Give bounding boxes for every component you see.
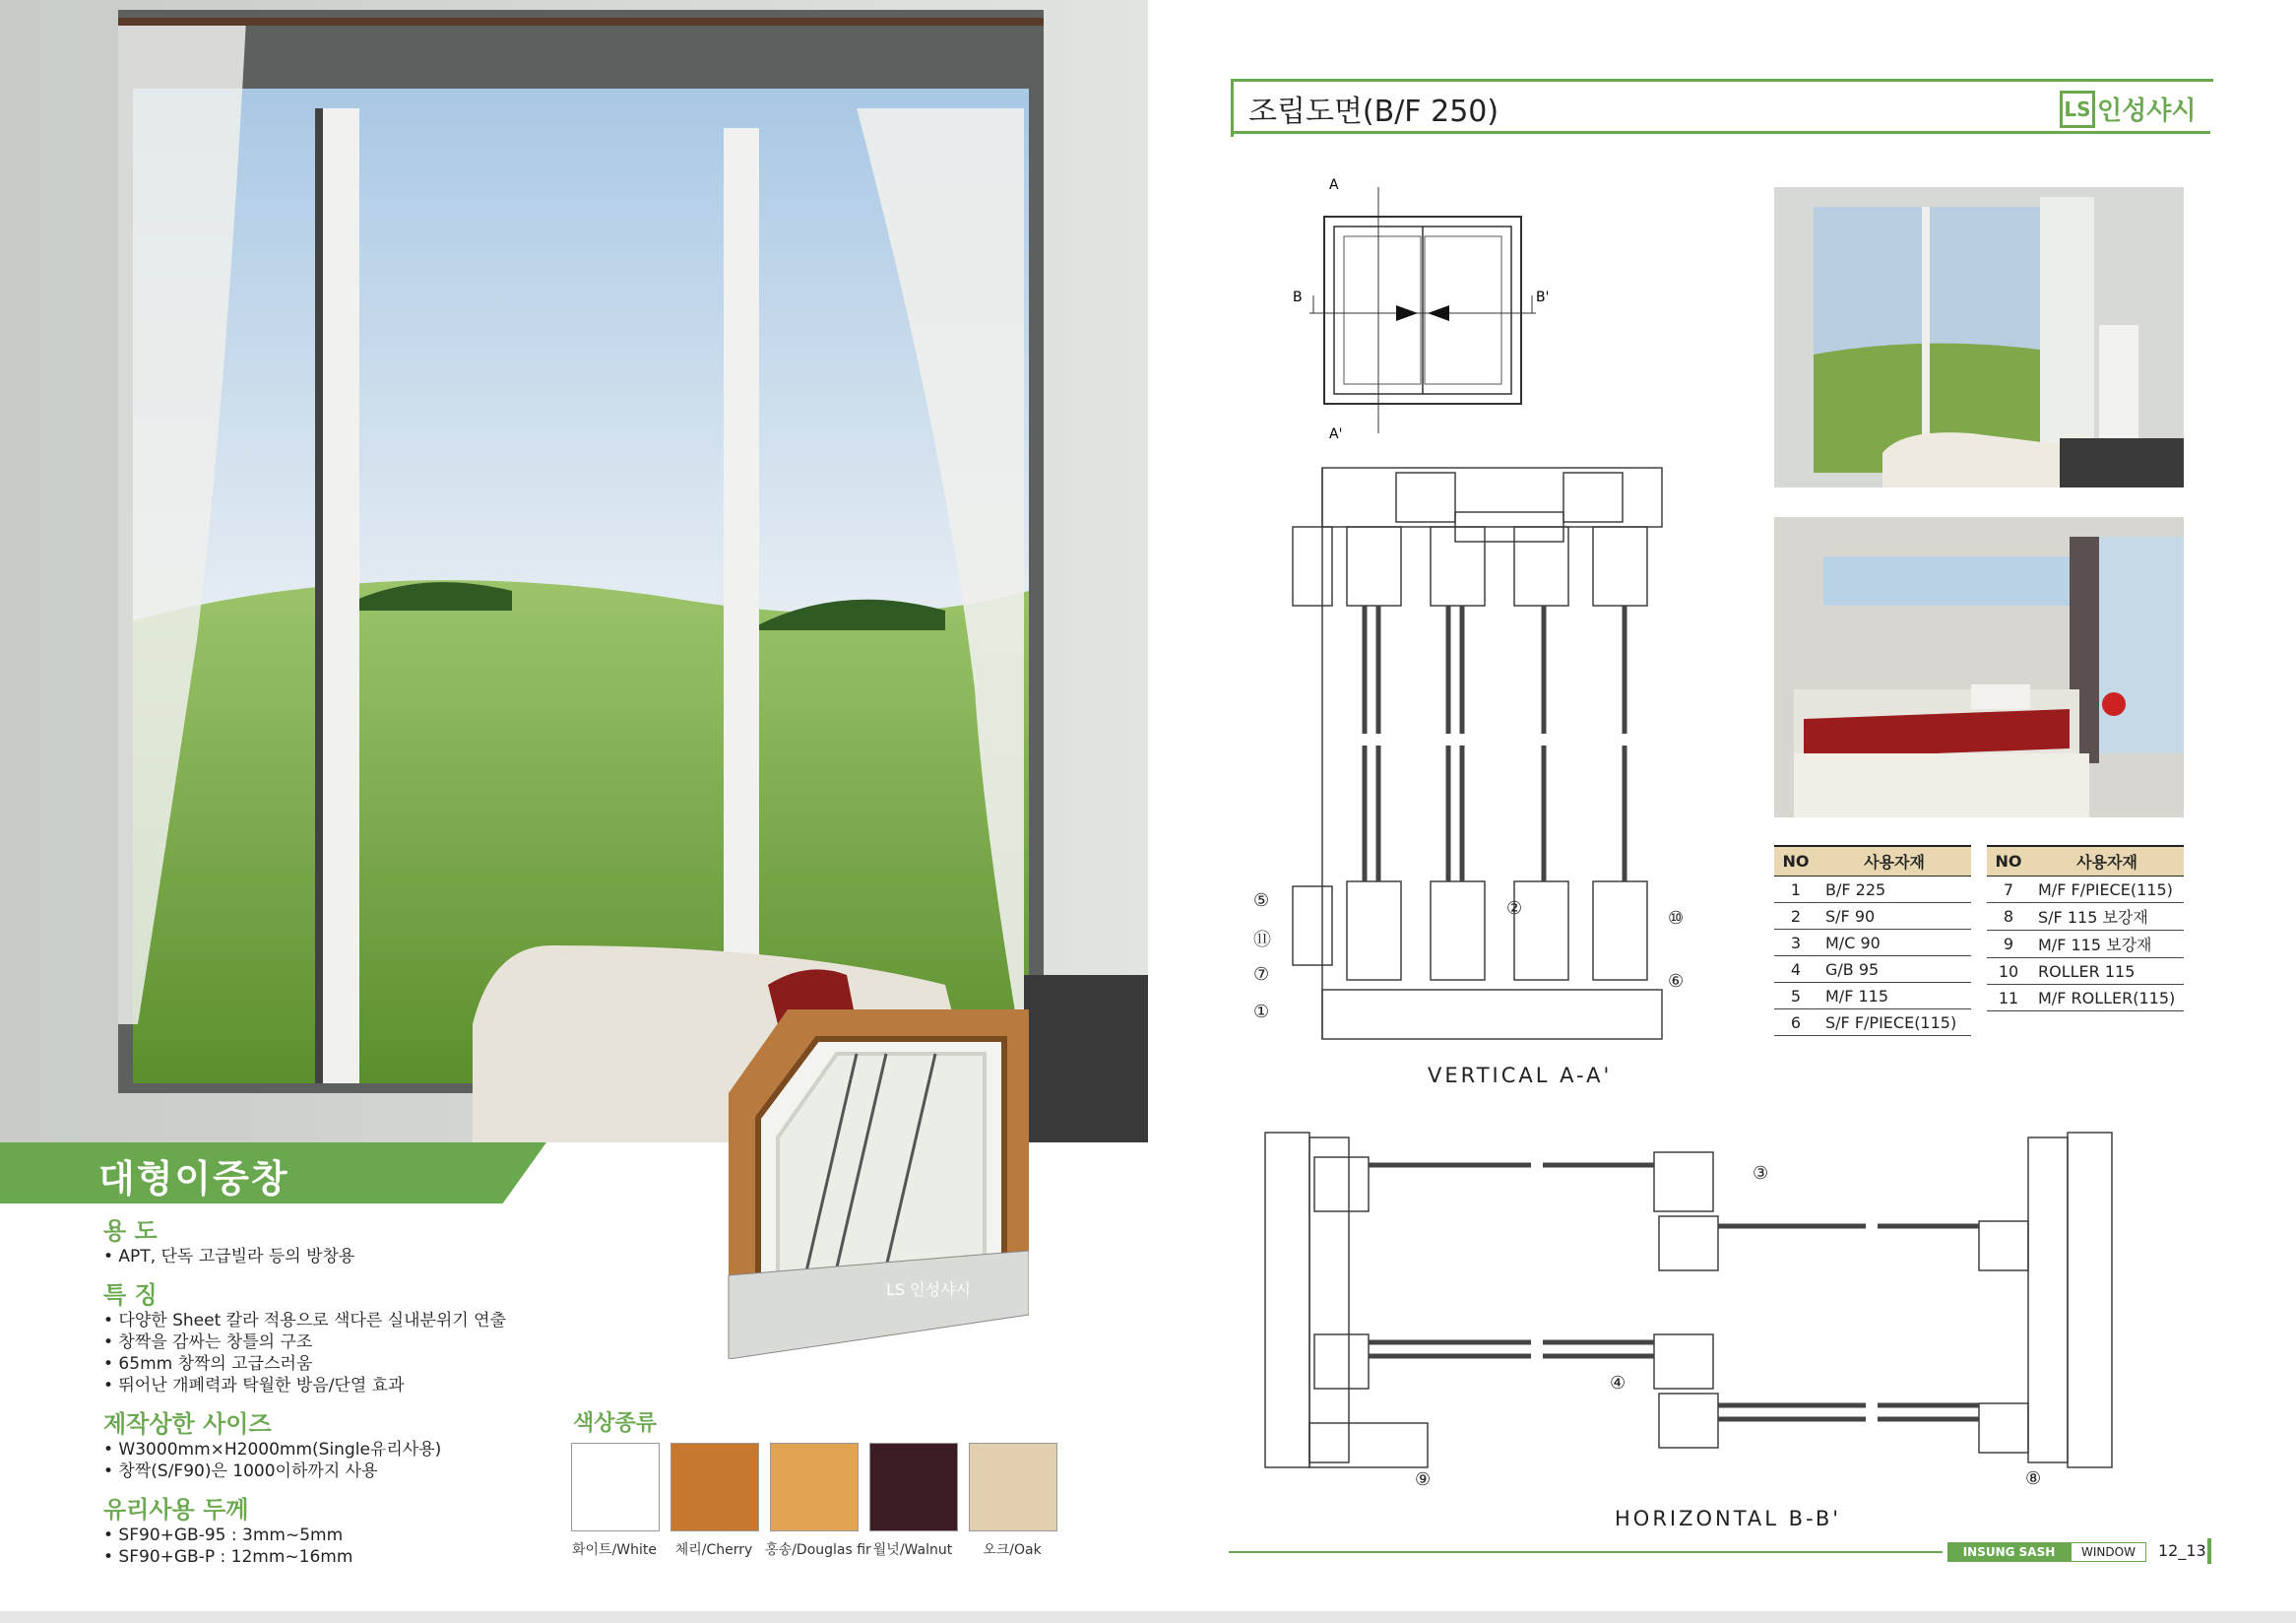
- table-header-no: NO: [1987, 846, 2030, 876]
- callout-5: ⑤: [1253, 890, 1270, 911]
- brand-logo-icon: LS: [2060, 91, 2095, 128]
- callout-7: ⑦: [1253, 964, 1270, 985]
- table-row: 10 ROLLER 115: [1987, 958, 2184, 985]
- living-room-photo: [1774, 187, 2184, 487]
- footer-brand: INSUNG SASH: [1947, 1542, 2071, 1562]
- key-plan-diagram: [1290, 177, 1556, 443]
- parts-table-left: [1774, 845, 1971, 1036]
- swatch-white: [571, 1443, 664, 1559]
- product-spec-list: [103, 1211, 596, 1568]
- label-a-prime: A': [1329, 426, 1343, 442]
- vertical-section-drawing: [1248, 458, 1800, 1049]
- swatch-label: 화이트/White: [572, 1542, 657, 1558]
- brand-name: 인성샤시: [2097, 97, 2197, 126]
- callout-6: ⑥: [1668, 971, 1685, 992]
- footer-accent-bar: [2207, 1538, 2211, 1564]
- parts-table-right: [1987, 845, 2184, 1011]
- horizontal-section-drawing: [1260, 1128, 2161, 1497]
- hero-photo: [0, 0, 1148, 1142]
- section-heading-use: 용 도: [103, 1217, 158, 1245]
- table-row: 11 M/F ROLLER(115): [1987, 985, 2184, 1011]
- table-row: 7 M/F F/PIECE(115): [1987, 876, 2184, 903]
- swatch-cherry: [670, 1443, 763, 1559]
- window-profile-sample: [689, 1000, 1029, 1359]
- horizontal-caption: HORIZONTAL B-B': [1615, 1507, 1842, 1530]
- table-row: 5 M/F 115: [1774, 983, 1971, 1009]
- table-row: 3 M/C 90: [1774, 930, 1971, 956]
- spec-item: • 다양한 Sheet 칼라 적용으로 색다른 실내분위기 연출: [103, 1311, 507, 1331]
- swatch-label: 월넛/Walnut: [872, 1542, 953, 1558]
- callout-1: ①: [1253, 1002, 1270, 1022]
- spec-item: • 뛰어난 개폐력과 탁월한 방음/단열 효과: [103, 1376, 405, 1396]
- table-row: 6 S/F F/PIECE(115): [1774, 1009, 1971, 1036]
- callout-9: ⑨: [1415, 1469, 1432, 1490]
- page-title: 조립도면(B/F 250): [1248, 95, 1499, 129]
- swatch-douglas-fir: [765, 1443, 872, 1559]
- table-row: 4 G/B 95: [1774, 956, 1971, 983]
- footer-window-label: WINDOW: [2071, 1542, 2146, 1562]
- label-a: A: [1329, 177, 1339, 193]
- bedroom-photo: [1774, 517, 2184, 817]
- footer-rule: [1229, 1551, 1943, 1553]
- section-heading-glass-thickness: 유리사용 두께: [103, 1496, 249, 1524]
- callout-8: ⑧: [2025, 1468, 2042, 1489]
- vertical-caption: VERTICAL A-A': [1428, 1064, 1613, 1087]
- section-heading-features: 특 징: [103, 1281, 158, 1309]
- table-row: 8 S/F 115 보강재: [1987, 903, 2184, 931]
- sample-logo: LS 인성샤시: [886, 1280, 971, 1299]
- spec-item: • SF90+GB-P : 12mm~16mm: [103, 1547, 353, 1567]
- table-row: 2 S/F 90: [1774, 903, 1971, 930]
- label-b: B: [1293, 290, 1303, 305]
- table-header-no: NO: [1774, 846, 1818, 876]
- spec-item: • W3000mm×H2000mm(Single유리사용): [103, 1440, 442, 1460]
- table-header-material: 사용자재: [2030, 846, 2184, 876]
- spec-item: • SF90+GB-95 : 3mm~5mm: [103, 1526, 344, 1545]
- swatch-oak: [969, 1443, 1061, 1559]
- swatch-walnut: [869, 1443, 962, 1559]
- color-swatches: [571, 1443, 1083, 1571]
- product-title: 대형이중창: [98, 1157, 289, 1201]
- callout-4: ④: [1610, 1373, 1626, 1394]
- callout-3: ③: [1753, 1163, 1769, 1184]
- swatch-label: 체리/Cherry: [674, 1542, 753, 1558]
- swatch-label: 오크/Oak: [983, 1542, 1042, 1558]
- spec-item: • 65mm 창짝의 고급스러움: [103, 1354, 313, 1374]
- spec-item: • APT, 단독 고급빌라 등의 방창용: [103, 1247, 355, 1266]
- label-b-prime: B': [1536, 290, 1550, 305]
- colors-heading: 색상종류: [573, 1411, 658, 1436]
- callout-10: ⑩: [1668, 908, 1685, 929]
- callout-11: ⑪: [1253, 930, 1271, 950]
- callout-2: ②: [1506, 898, 1523, 919]
- page-bottom-edge: [0, 1611, 2296, 1623]
- table-row: 1 B/F 225: [1774, 876, 1971, 903]
- table-header-material: 사용자재: [1818, 846, 1971, 876]
- title-underline: [1231, 131, 2210, 134]
- page-number: 12_13: [2158, 1541, 2206, 1560]
- table-row: 9 M/F 115 보강재: [1987, 931, 2184, 958]
- swatch-label: 홍송/Douglas fir: [765, 1542, 871, 1558]
- spec-item: • 창짝을 감싸는 창틀의 구조: [103, 1332, 313, 1352]
- section-heading-max-size: 제작상한 사이즈: [103, 1410, 272, 1438]
- window-interior-illustration: [0, 0, 1148, 1142]
- spec-item: • 창짝(S/F90)은 1000이하까지 사용: [103, 1461, 378, 1481]
